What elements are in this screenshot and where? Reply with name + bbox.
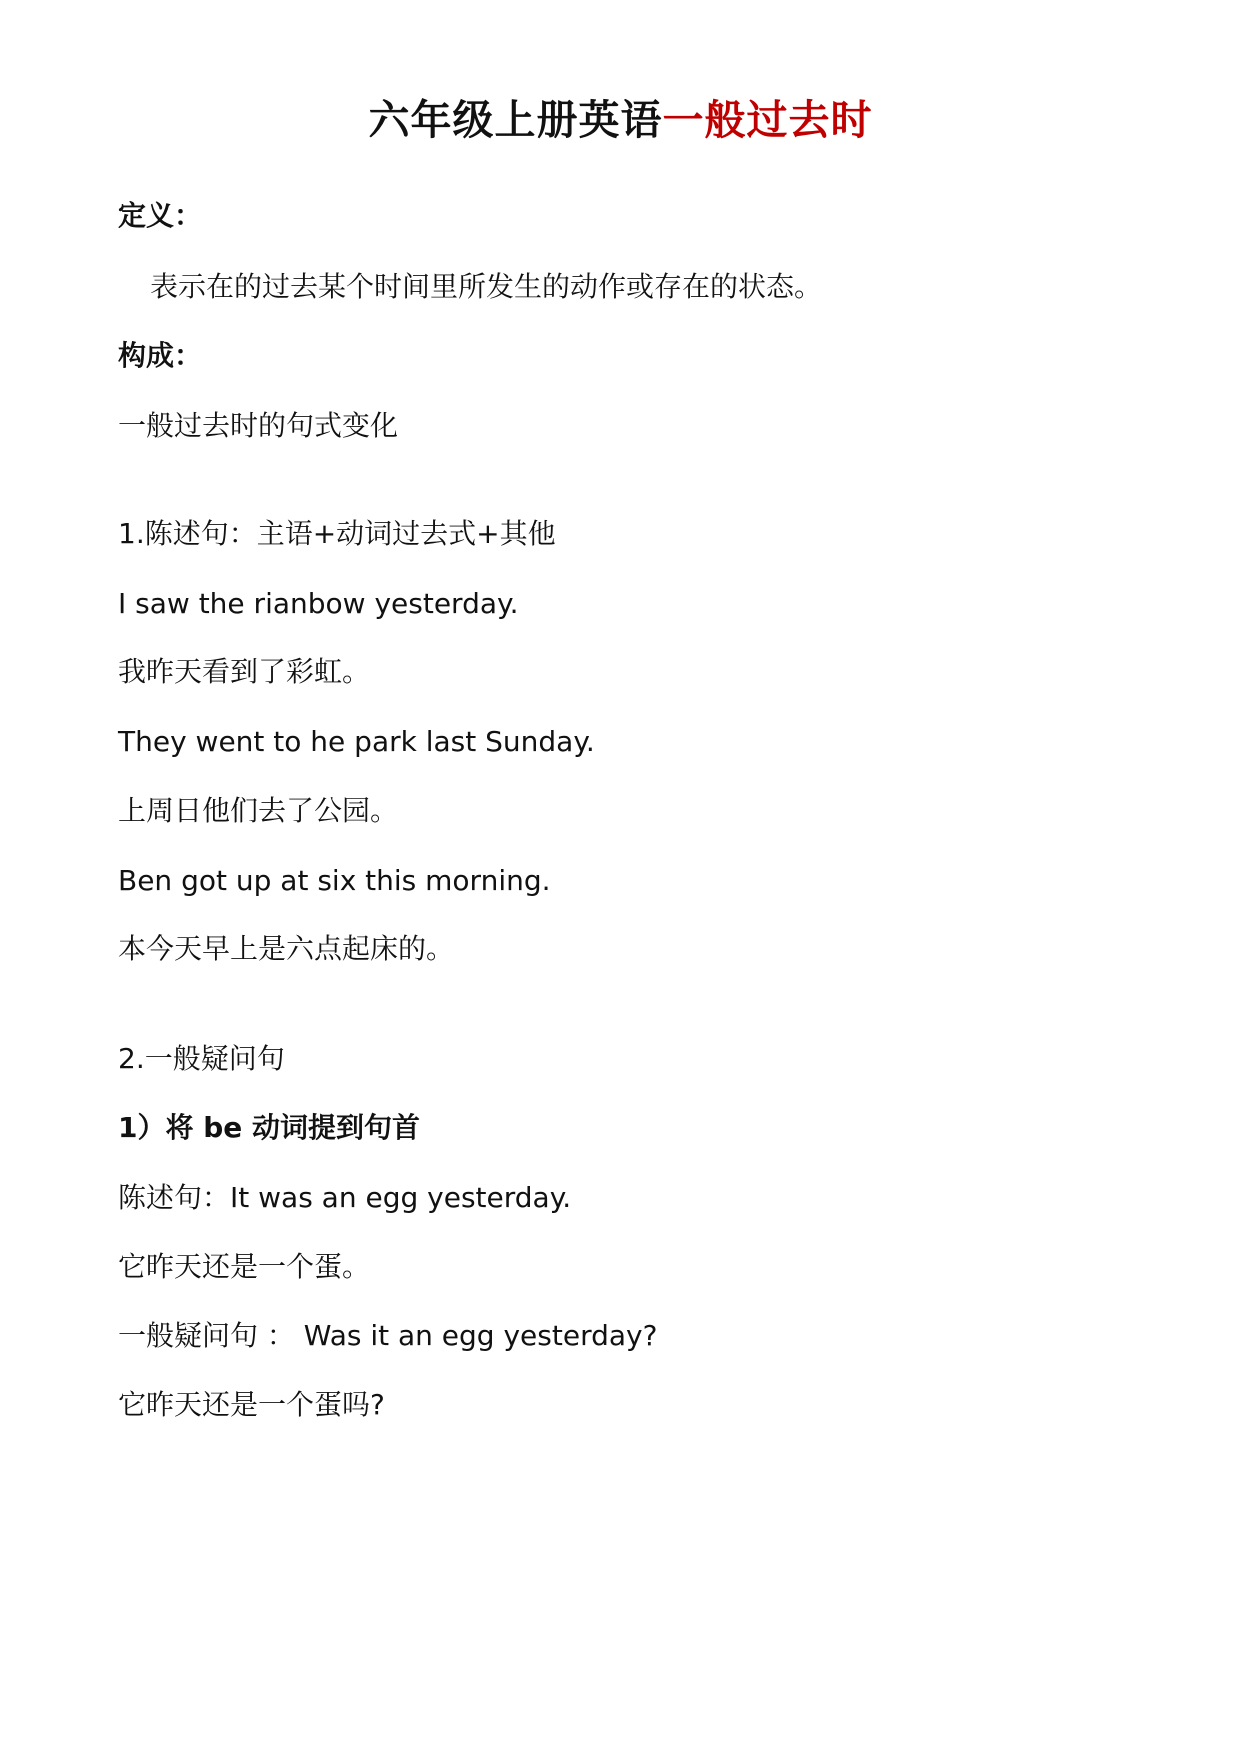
section2-subheading: 1）将 be 动词提到句首: [118, 1111, 421, 1144]
example-sentence-zh: 我昨天看到了彩虹。: [118, 655, 371, 688]
structure-intro: 一般过去时的句式变化: [118, 409, 399, 442]
example-sentence-zh: 本今天早上是六点起床的。: [118, 932, 455, 965]
question-example-zh: 它昨天还是一个蛋吗?: [118, 1388, 385, 1421]
structure-heading: 构成：: [118, 339, 203, 372]
title-topic-part: 一般过去时: [662, 96, 873, 144]
question-example: 一般疑问句 ： Was it an egg yesterday?: [118, 1319, 658, 1352]
page-title: [0, 92, 1241, 148]
example-sentence-zh: 上周日他们去了公园。: [118, 794, 399, 827]
statement-example-zh: 它昨天还是一个蛋。: [118, 1250, 371, 1283]
example-sentence-en: They went to he park last Sunday.: [118, 725, 595, 758]
definition-text: 表示在的过去某个时间里所发生的动作或存在的状态。: [150, 270, 823, 303]
section1-heading: 1.陈述句：主语+动词过去式+其他: [118, 517, 556, 550]
statement-example: 陈述句：It was an egg yesterday.: [118, 1181, 572, 1214]
example-sentence-en: I saw the rianbow yesterday.: [118, 587, 519, 620]
section2-heading: 2.一般疑问句: [118, 1042, 285, 1075]
definition-heading: 定义：: [118, 199, 203, 232]
example-sentence-en: Ben got up at six this morning.: [118, 864, 551, 897]
title-grade-part: 六年级上册英语: [368, 96, 663, 144]
